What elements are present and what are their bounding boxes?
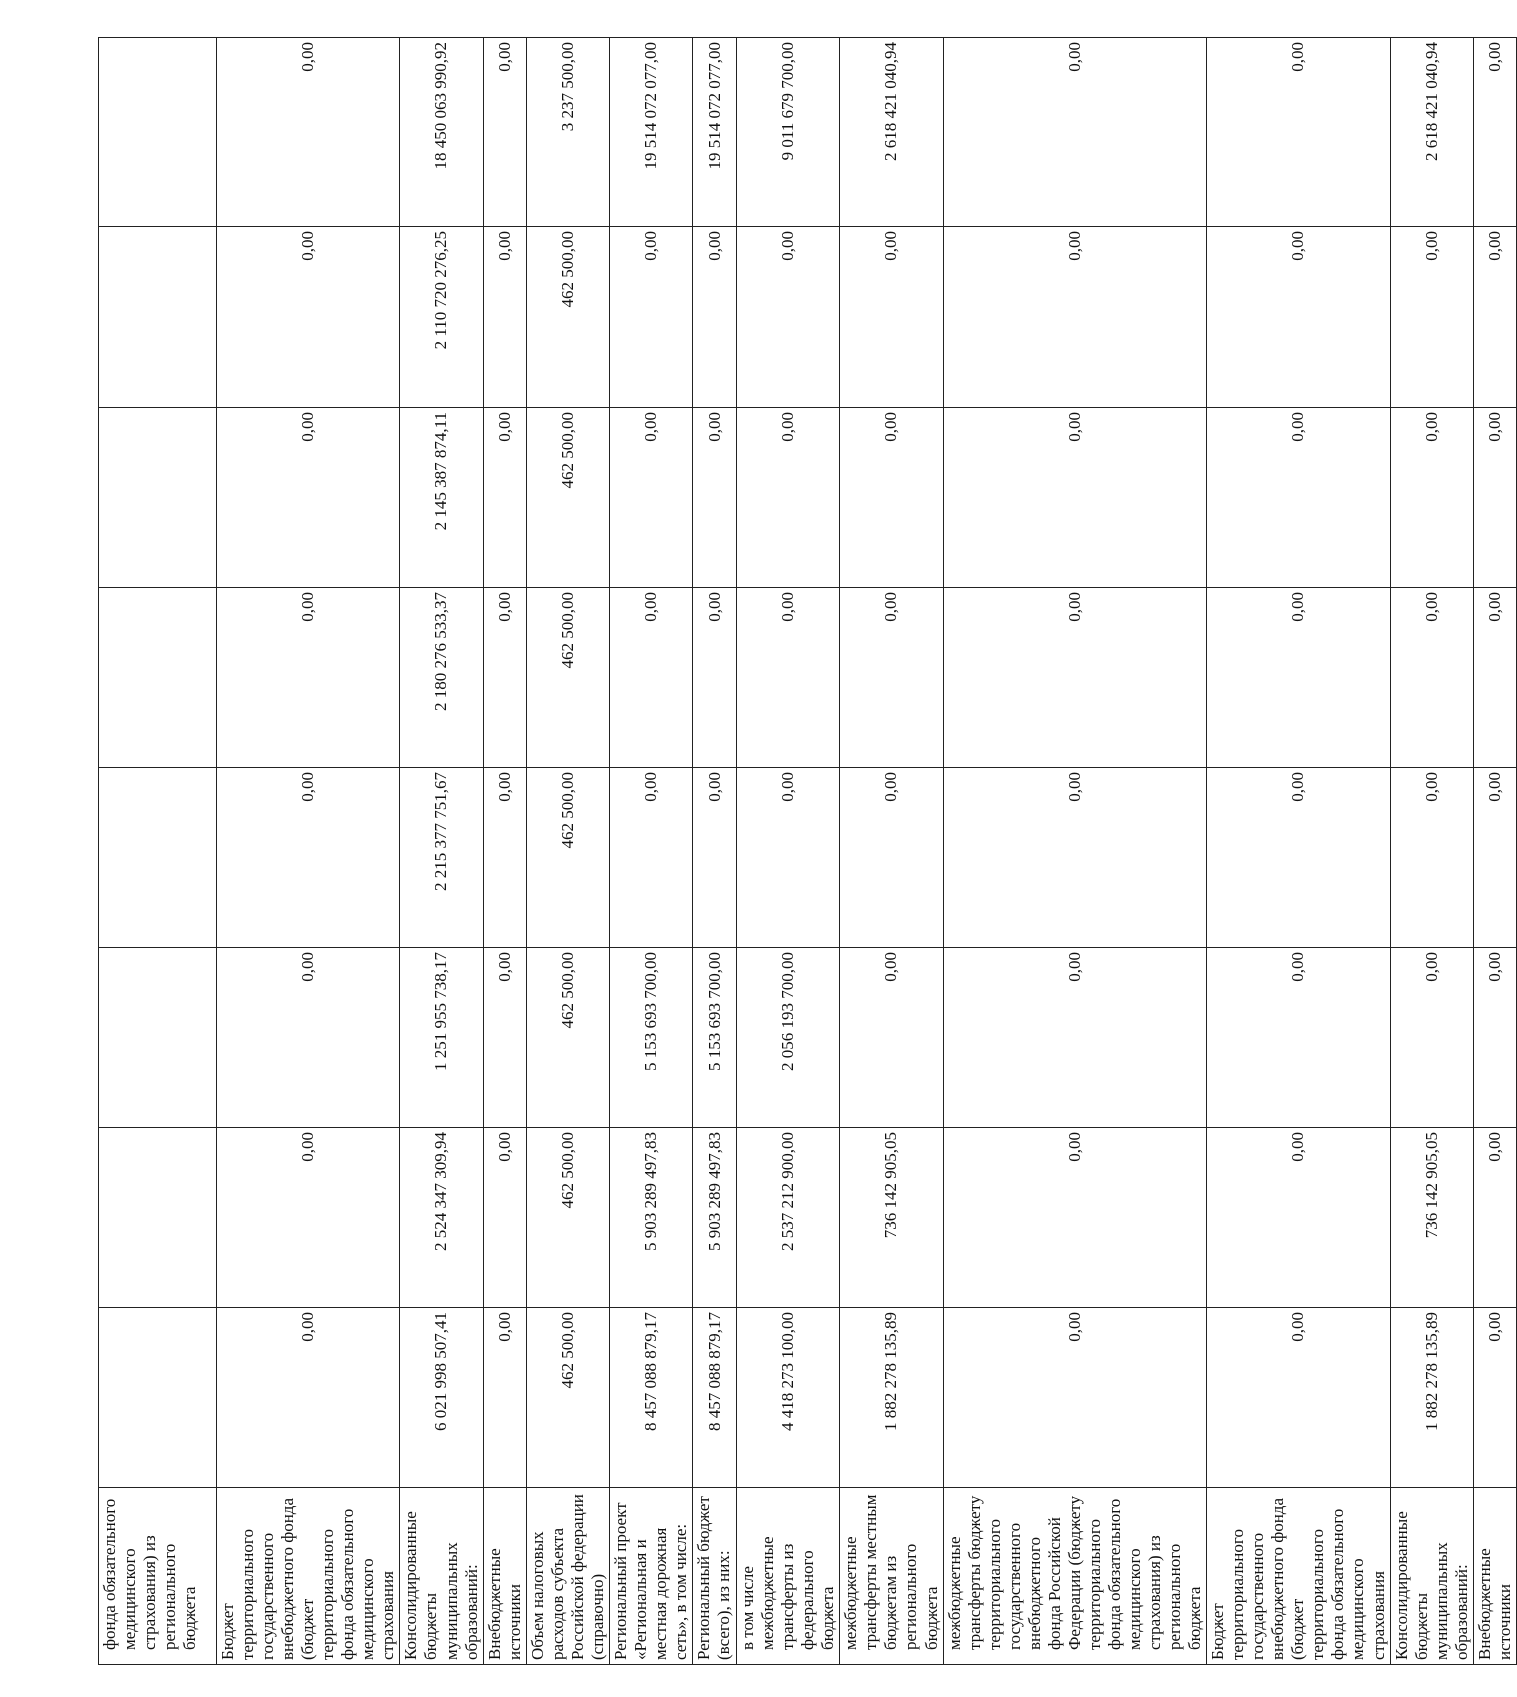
value-cell: [99, 588, 217, 768]
value-cell: 0,00: [943, 588, 1207, 768]
value-cell: 0,00: [1390, 227, 1473, 408]
value-cell: 0,00: [737, 768, 840, 948]
value-cell: 0,00: [943, 1128, 1207, 1308]
value-cell: 4 418 273 100,00: [737, 1308, 840, 1488]
value-cell: 0,00: [840, 408, 943, 588]
value-cell: 462 500,00: [526, 1128, 609, 1308]
rotated-table-frame: [98, 38, 1514, 1665]
table-row: [217, 38, 400, 1665]
table-body: [99, 38, 1517, 1665]
row-label: межбюджетные трансферты местным бюджетам из регионального бюджета: [840, 1488, 943, 1665]
value-cell: 0,00: [609, 768, 692, 948]
value-cell: 2 110 720 276,25: [400, 227, 483, 408]
total-cell: 2 618 421 040,94: [840, 38, 943, 227]
value-cell: 2 180 276 533,37: [400, 588, 483, 768]
value-cell: 0,00: [217, 1308, 400, 1488]
value-cell: 8 457 088 879,17: [609, 1308, 692, 1488]
value-cell: 0,00: [693, 408, 737, 588]
value-cell: 1 882 278 135,89: [1390, 1308, 1473, 1488]
value-cell: 0,00: [737, 408, 840, 588]
table-row: [99, 38, 217, 1665]
value-cell: 0,00: [1473, 227, 1516, 408]
value-cell: 0,00: [483, 948, 526, 1128]
value-cell: 2 056 193 700,00: [737, 948, 840, 1128]
value-cell: 0,00: [1207, 588, 1390, 768]
value-cell: 0,00: [840, 948, 943, 1128]
table-row: [943, 38, 1207, 1665]
value-cell: 2 145 387 874,11: [400, 408, 483, 588]
table-row: [840, 38, 943, 1665]
value-cell: 0,00: [693, 768, 737, 948]
value-cell: 0,00: [217, 408, 400, 588]
total-cell: 0,00: [483, 38, 526, 227]
value-cell: 0,00: [1207, 1308, 1390, 1488]
value-cell: 0,00: [217, 768, 400, 948]
table-row: [1473, 38, 1516, 1665]
value-cell: 462 500,00: [526, 588, 609, 768]
value-cell: 0,00: [693, 227, 737, 408]
table-row: [483, 38, 526, 1665]
value-cell: 462 500,00: [526, 768, 609, 948]
value-cell: 0,00: [1473, 768, 1516, 948]
value-cell: 0,00: [943, 408, 1207, 588]
total-cell: 19 514 072 077,00: [693, 38, 737, 227]
value-cell: 0,00: [840, 227, 943, 408]
value-cell: 0,00: [609, 227, 692, 408]
value-cell: 0,00: [1207, 948, 1390, 1128]
total-cell: [99, 38, 217, 227]
row-label: Внебюджетные источники: [483, 1488, 526, 1665]
row-label: Внебюджетные источники: [1473, 1488, 1516, 1665]
value-cell: 0,00: [609, 588, 692, 768]
total-cell: 0,00: [1473, 38, 1516, 227]
value-cell: [99, 408, 217, 588]
row-label: Региональный бюджет (всего), из них:: [693, 1488, 737, 1665]
budget-table: [98, 37, 1517, 1665]
value-cell: 0,00: [483, 227, 526, 408]
value-cell: 0,00: [483, 408, 526, 588]
value-cell: 0,00: [693, 588, 737, 768]
total-cell: 0,00: [217, 38, 400, 227]
value-cell: 5 153 693 700,00: [693, 948, 737, 1128]
value-cell: 5 903 289 497,83: [693, 1128, 737, 1308]
value-cell: 0,00: [737, 588, 840, 768]
table-row: [737, 38, 840, 1665]
row-label: в том числе межбюджетные трансферты из федерального бюджета: [737, 1488, 840, 1665]
value-cell: 0,00: [217, 1128, 400, 1308]
table-row: [1390, 38, 1473, 1665]
value-cell: [99, 948, 217, 1128]
total-cell: 2 618 421 040,94: [1390, 38, 1473, 227]
value-cell: 0,00: [217, 227, 400, 408]
table-row: [693, 38, 737, 1665]
value-cell: 0,00: [943, 227, 1207, 408]
value-cell: 0,00: [1390, 588, 1473, 768]
row-label: Консолидированные бюджеты муниципальных образований:: [400, 1488, 483, 1665]
row-label: межбюджетные трансферты бюджету территориального государственного внебюджетного фонда Российской Федерации (бюджету территориального фонда обязательного медицинского страхования) из регионального бюджета: [943, 1488, 1207, 1665]
value-cell: 462 500,00: [526, 227, 609, 408]
table-row: [526, 38, 609, 1665]
value-cell: 736 142 905,05: [840, 1128, 943, 1308]
value-cell: 1 251 955 738,17: [400, 948, 483, 1128]
value-cell: 0,00: [1207, 408, 1390, 588]
value-cell: 462 500,00: [526, 408, 609, 588]
value-cell: 0,00: [217, 948, 400, 1128]
value-cell: 0,00: [1473, 408, 1516, 588]
value-cell: 0,00: [483, 588, 526, 768]
row-label: Консолидированные бюджеты муниципальных образований:: [1390, 1488, 1473, 1665]
value-cell: 462 500,00: [526, 948, 609, 1128]
value-cell: 0,00: [1207, 1128, 1390, 1308]
value-cell: 0,00: [1390, 948, 1473, 1128]
value-cell: 0,00: [943, 768, 1207, 948]
value-cell: 0,00: [1473, 1308, 1516, 1488]
value-cell: 0,00: [483, 1128, 526, 1308]
value-cell: 0,00: [737, 227, 840, 408]
total-cell: 18 450 063 990,92: [400, 38, 483, 227]
value-cell: 0,00: [1390, 768, 1473, 948]
total-cell: 0,00: [1207, 38, 1390, 227]
value-cell: 462 500,00: [526, 1308, 609, 1488]
value-cell: 0,00: [1473, 1128, 1516, 1308]
table-row: [609, 38, 692, 1665]
row-label: Бюджет территориального государственного внебюджетного фонда (бюджет территориального фонда обязательного медицинского страхования: [1207, 1488, 1390, 1665]
value-cell: 0,00: [1473, 588, 1516, 768]
value-cell: 8 457 088 879,17: [693, 1308, 737, 1488]
row-label: фонда обязательного медицинского страхования) из регионального бюджета: [99, 1488, 217, 1665]
row-label: Региональный проект «Региональная и местная дорожная сеть», в том числе:: [609, 1488, 692, 1665]
value-cell: [99, 227, 217, 408]
value-cell: 2 524 347 309,94: [400, 1128, 483, 1308]
value-cell: 0,00: [840, 588, 943, 768]
value-cell: 0,00: [217, 588, 400, 768]
value-cell: 6 021 998 507,41: [400, 1308, 483, 1488]
value-cell: 2 537 212 900,00: [737, 1128, 840, 1308]
value-cell: 0,00: [1473, 948, 1516, 1128]
table-row: [1207, 38, 1390, 1665]
value-cell: 0,00: [483, 1308, 526, 1488]
total-cell: 3 237 500,00: [526, 38, 609, 227]
total-cell: 0,00: [943, 38, 1207, 227]
row-label: Объем налоговых расходов субъекта Российской федерации (справочно): [526, 1488, 609, 1665]
value-cell: 0,00: [1207, 227, 1390, 408]
value-cell: 0,00: [1390, 408, 1473, 588]
value-cell: [99, 768, 217, 948]
row-label: Бюджет территориального государственного внебюджетного фонда (бюджет территориального фонда обязательного медицинского страхования: [217, 1488, 400, 1665]
value-cell: [99, 1308, 217, 1488]
total-cell: 19 514 072 077,00: [609, 38, 692, 227]
value-cell: 5 903 289 497,83: [609, 1128, 692, 1308]
total-cell: 9 011 679 700,00: [737, 38, 840, 227]
value-cell: 0,00: [943, 1308, 1207, 1488]
value-cell: 0,00: [840, 768, 943, 948]
value-cell: 2 215 377 751,67: [400, 768, 483, 948]
value-cell: 736 142 905,05: [1390, 1128, 1473, 1308]
value-cell: 5 153 693 700,00: [609, 948, 692, 1128]
value-cell: [99, 1128, 217, 1308]
value-cell: 0,00: [609, 408, 692, 588]
value-cell: 0,00: [1207, 768, 1390, 948]
value-cell: 1 882 278 135,89: [840, 1308, 943, 1488]
table-row: [400, 38, 483, 1665]
value-cell: 0,00: [943, 948, 1207, 1128]
value-cell: 0,00: [483, 768, 526, 948]
